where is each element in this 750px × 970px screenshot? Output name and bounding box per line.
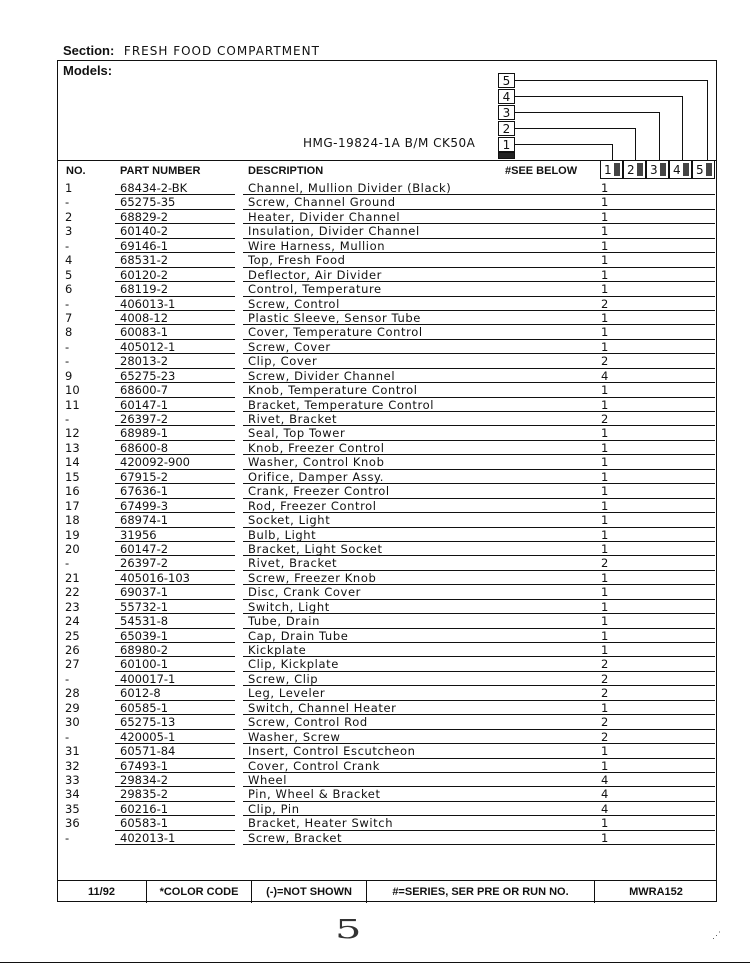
bottom-rule	[0, 962, 750, 963]
description: Wheel	[248, 772, 288, 787]
quantity: 4	[601, 368, 609, 383]
table-row	[60, 643, 715, 657]
table-row	[60, 686, 715, 700]
part-number: 60571-84	[120, 744, 176, 759]
part-number: 68531-2	[120, 253, 169, 268]
item-number: 30	[65, 715, 80, 730]
table-row	[60, 383, 715, 397]
part-number: 31956	[120, 527, 157, 542]
item-number: 21	[65, 570, 80, 585]
item-number: 14	[65, 455, 80, 470]
see-box-5: 5	[692, 160, 715, 179]
part-number: 68980-2	[120, 643, 169, 657]
quantity: 2	[601, 657, 609, 672]
section-value: FRESH FOOD COMPARTMENT	[123, 44, 320, 58]
part-number: 65275-23	[120, 368, 176, 383]
item-number: 10	[65, 383, 80, 398]
item-number: 28	[65, 686, 80, 701]
quantity: 1	[601, 181, 609, 195]
part-number: 60216-1	[120, 801, 169, 816]
quantity: 4	[601, 801, 609, 816]
table-row	[60, 224, 715, 238]
description: Screw, Divider Channel	[248, 368, 396, 383]
quantity: 1	[601, 498, 609, 513]
table-row	[60, 802, 715, 816]
description: Plastic Sleeve, Sensor Tube	[248, 310, 421, 325]
part-number: 68119-2	[120, 282, 169, 297]
item-number: 5	[65, 267, 73, 282]
item-number: 13	[65, 440, 80, 455]
part-number: 54531-8	[120, 614, 169, 629]
part-number: 65275-35	[120, 195, 176, 210]
footer-color-code: *COLOR CODE	[147, 881, 252, 903]
table-row	[60, 816, 715, 830]
part-number: 26397-2	[120, 556, 169, 571]
item-number: 26	[65, 643, 80, 657]
quantity: 2	[601, 354, 609, 369]
row-rule	[115, 844, 235, 845]
part-number: 60100-1	[120, 657, 169, 672]
table-row	[60, 759, 715, 773]
part-number: 68600-7	[120, 383, 169, 398]
item-number: -	[65, 354, 70, 369]
description: Tube, Drain	[248, 614, 320, 629]
models-label: Models:	[63, 63, 113, 78]
table-row	[60, 195, 715, 209]
scan-speck: ⋰	[712, 930, 721, 940]
item-number: -	[65, 556, 70, 571]
table-row	[60, 513, 715, 527]
quantity: 1	[601, 383, 609, 398]
item-number: 20	[65, 541, 80, 556]
quantity: 1	[601, 830, 609, 845]
description: Channel, Mullion Divider (Black)	[248, 181, 452, 195]
part-number: 29835-2	[120, 787, 169, 802]
part-number: 406013-1	[120, 296, 176, 311]
description: Screw, Channel Ground	[248, 195, 396, 210]
part-number: 67636-1	[120, 484, 169, 499]
description: Leg, Leveler	[248, 686, 326, 701]
item-number: -	[65, 830, 70, 845]
item-number: -	[65, 339, 70, 354]
description: Pin, Wheel & Bracket	[248, 787, 381, 802]
table-row	[60, 412, 715, 426]
part-number: 60083-1	[120, 325, 169, 340]
column-header-no: NO.	[66, 165, 86, 177]
column-header-see-below: #SEE BELOW	[505, 165, 578, 177]
table-row	[60, 744, 715, 758]
quantity: 1	[601, 224, 609, 239]
quantity: 1	[601, 339, 609, 354]
description: Clip, Pin	[248, 801, 300, 816]
item-number: 8	[65, 325, 73, 340]
item-number: -	[65, 296, 70, 311]
table-row	[60, 297, 715, 311]
quantity: 4	[601, 772, 609, 787]
quantity: 1	[601, 513, 609, 528]
item-number: 16	[65, 484, 80, 499]
column-header-description: DESCRIPTION	[248, 165, 324, 177]
quantity: 1	[601, 744, 609, 759]
quantity: 1	[601, 282, 609, 297]
description: Cover, Control Crank	[248, 758, 380, 773]
quantity: 2	[601, 729, 609, 744]
description: Bracket, Light Socket	[248, 541, 383, 556]
part-number: 67499-3	[120, 498, 169, 513]
footer-series-note: #=SERIES, SER PRE OR RUN NO.	[367, 881, 595, 903]
description: Screw, Control	[248, 296, 340, 311]
quantity: 4	[601, 787, 609, 802]
description: Washer, Control Knob	[248, 455, 385, 470]
item-number: 32	[65, 758, 80, 773]
table-row	[60, 715, 715, 729]
description: Rod, Freezer Control	[248, 498, 377, 513]
item-number: 29	[65, 700, 80, 715]
table-row	[60, 773, 715, 787]
part-number: 405012-1	[120, 339, 176, 354]
item-number: 11	[65, 397, 80, 412]
quantity: 1	[601, 484, 609, 499]
quantity: 1	[601, 253, 609, 268]
part-number: 60585-1	[120, 700, 169, 715]
part-number: 28013-2	[120, 354, 169, 369]
table-row	[60, 455, 715, 469]
table-row	[60, 730, 715, 744]
quantity: 1	[601, 614, 609, 629]
parts-table-body	[60, 181, 715, 845]
description: Switch, Light	[248, 599, 330, 614]
item-number: 36	[65, 816, 80, 831]
item-number: 3	[65, 224, 73, 239]
description: Clip, Cover	[248, 354, 318, 369]
quantity: 1	[601, 325, 609, 340]
leader-line-4	[515, 96, 683, 97]
quantity: 1	[601, 455, 609, 470]
table-row	[60, 542, 715, 556]
quantity: 1	[601, 643, 609, 657]
footer-not-shown: (-)=NOT SHOWN	[252, 881, 367, 903]
part-number: 68829-2	[120, 209, 169, 224]
table-row	[60, 253, 715, 267]
item-number: -	[65, 195, 70, 210]
part-number: 402013-1	[120, 830, 176, 845]
quantity: 2	[601, 296, 609, 311]
quantity: 1	[601, 238, 609, 253]
quantity: 1	[601, 397, 609, 412]
quantity: 1	[601, 209, 609, 224]
description: Socket, Light	[248, 513, 331, 528]
series-box-1: 1	[498, 137, 515, 152]
description: Washer, Screw	[248, 729, 341, 744]
table-row	[60, 268, 715, 282]
quantity: 1	[601, 816, 609, 831]
quantity: 2	[601, 412, 609, 426]
quantity: 1	[601, 310, 609, 325]
table-row	[60, 701, 715, 715]
description: Insert, Control Escutcheon	[248, 744, 416, 759]
quantity: 1	[601, 527, 609, 542]
description: Wire Harness, Mullion	[248, 238, 386, 253]
description: Screw, Bracket	[248, 830, 343, 845]
description: Bracket, Heater Switch	[248, 816, 394, 831]
see-below-boxes	[600, 160, 715, 180]
item-number: 1	[65, 181, 73, 195]
table-row	[60, 470, 715, 484]
description: Rivet, Bracket	[248, 412, 338, 426]
description: Seal, Top Tower	[248, 426, 346, 441]
part-number: 29834-2	[120, 772, 169, 787]
footer-doc-code: MWRA152	[629, 886, 683, 898]
item-number: 12	[65, 426, 80, 441]
description: Crank, Freezer Control	[248, 484, 390, 499]
series-box-4: 4	[498, 89, 515, 104]
quantity: 1	[601, 440, 609, 455]
part-number: 400017-1	[120, 671, 176, 686]
item-number: 34	[65, 787, 80, 802]
description: Cap, Drain Tube	[248, 628, 349, 643]
part-number: 405016-103	[120, 570, 190, 585]
table-row	[60, 571, 715, 585]
quantity: 1	[601, 570, 609, 585]
item-number: 31	[65, 744, 80, 759]
leader-drop-2	[635, 128, 636, 160]
item-number: 35	[65, 801, 80, 816]
description: Control, Temperature	[248, 282, 382, 297]
item-number: 18	[65, 513, 80, 528]
quantity: 2	[601, 671, 609, 686]
part-number: 60140-2	[120, 224, 169, 239]
part-number: 60147-1	[120, 397, 169, 412]
description: Clip, Kickplate	[248, 657, 339, 672]
description: Bracket, Temperature Control	[248, 397, 435, 412]
part-number: 65039-1	[120, 628, 169, 643]
section-heading	[63, 43, 320, 58]
series-box-3: 3	[498, 105, 515, 120]
leader-line-2	[515, 128, 636, 129]
item-number: 27	[65, 657, 80, 672]
quantity: 2	[601, 556, 609, 571]
item-number: -	[65, 671, 70, 686]
footer-bar	[57, 880, 717, 903]
part-number: 60120-2	[120, 267, 169, 282]
part-number: 68434-2-BK	[120, 181, 188, 195]
description: Disc, Crank Cover	[248, 585, 361, 600]
item-number: 25	[65, 628, 80, 643]
quantity: 1	[601, 541, 609, 556]
part-number: 68989-1	[120, 426, 169, 441]
table-row	[60, 311, 715, 325]
column-header-part-number: PART NUMBER	[120, 165, 201, 177]
table-row	[60, 787, 715, 801]
item-number: 22	[65, 585, 80, 600]
part-number: 60147-2	[120, 541, 169, 556]
description: Cover, Temperature Control	[248, 325, 423, 340]
table-row	[60, 600, 715, 614]
table-row	[60, 369, 715, 383]
page-number: 5	[335, 915, 362, 945]
description: Deflector, Air Divider	[248, 267, 382, 282]
table-row	[60, 325, 715, 339]
leader-line-1	[515, 144, 613, 145]
table-row	[60, 629, 715, 643]
table-row	[60, 210, 715, 224]
item-number: 4	[65, 253, 73, 268]
quantity: 1	[601, 585, 609, 600]
part-number: 55732-1	[120, 599, 169, 614]
part-number: 6012-8	[120, 686, 161, 701]
see-box-3: 3	[646, 160, 669, 179]
quantity: 1	[601, 599, 609, 614]
quantity: 1	[601, 426, 609, 441]
quantity: 1	[601, 758, 609, 773]
table-row	[60, 282, 715, 296]
quantity: 1	[601, 628, 609, 643]
description: Switch, Channel Heater	[248, 700, 397, 715]
leader-drop-5	[707, 80, 708, 160]
part-number: 420005-1	[120, 729, 176, 744]
table-row	[60, 340, 715, 354]
table-row	[60, 585, 715, 599]
item-number: 23	[65, 599, 80, 614]
see-box-4: 4	[669, 160, 692, 179]
part-number: 4008-12	[120, 310, 169, 325]
item-number: 17	[65, 498, 80, 513]
table-row	[60, 614, 715, 628]
quantity: 1	[601, 469, 609, 484]
see-box-2: 2	[623, 160, 646, 179]
leader-drop-4	[682, 96, 683, 160]
series-box-2: 2	[498, 121, 515, 136]
description: Top, Fresh Food	[248, 253, 346, 268]
leader-drop-3	[659, 112, 660, 160]
item-number: 24	[65, 614, 80, 629]
table-row	[60, 556, 715, 570]
footer-date: 11/92	[57, 881, 147, 903]
description: Rivet, Bracket	[248, 556, 338, 571]
description: Screw, Clip	[248, 671, 319, 686]
item-number: -	[65, 412, 70, 426]
table-row	[60, 354, 715, 368]
table-row	[60, 528, 715, 542]
series-box-shade	[498, 152, 515, 159]
series-box-5: 5	[498, 73, 515, 88]
row-rule	[243, 844, 715, 845]
description: Kickplate	[248, 643, 307, 657]
table-row	[60, 657, 715, 671]
table-row	[60, 181, 715, 195]
item-number: 6	[65, 282, 73, 297]
leader-line-3	[515, 112, 660, 113]
table-row	[60, 426, 715, 440]
leader-drop-1	[612, 144, 613, 160]
see-box-1: 1	[600, 160, 623, 179]
item-number: 33	[65, 772, 80, 787]
table-row	[60, 831, 715, 845]
description: Heater, Divider Channel	[248, 209, 401, 224]
part-number: 69037-1	[120, 585, 169, 600]
description: Screw, Control Rod	[248, 715, 368, 730]
description: Knob, Temperature Control	[248, 383, 418, 398]
item-number: 15	[65, 469, 80, 484]
table-row	[60, 398, 715, 412]
table-row	[60, 499, 715, 513]
part-number: 26397-2	[120, 412, 169, 426]
part-number: 67493-1	[120, 758, 169, 773]
part-number: 420092-900	[120, 455, 190, 470]
quantity: 1	[601, 195, 609, 210]
item-number: -	[65, 729, 70, 744]
table-row	[60, 484, 715, 498]
section-label: Section:	[63, 43, 115, 58]
part-number: 67915-2	[120, 469, 169, 484]
table-row	[60, 239, 715, 253]
part-number: 68600-8	[120, 440, 169, 455]
quantity: 2	[601, 715, 609, 730]
part-number: 69146-1	[120, 238, 169, 253]
part-number: 65275-13	[120, 715, 176, 730]
item-number: 19	[65, 527, 80, 542]
leader-line-5	[515, 80, 708, 81]
item-number: 7	[65, 310, 73, 325]
description: Screw, Freezer Knob	[248, 570, 377, 585]
table-row	[60, 672, 715, 686]
part-number: 60583-1	[120, 816, 169, 831]
description: Bulb, Light	[248, 527, 317, 542]
description: Screw, Cover	[248, 339, 331, 354]
item-number: 9	[65, 368, 73, 383]
quantity: 1	[601, 700, 609, 715]
model-name: HMG-19824-1A B/M CK50A	[303, 136, 476, 150]
quantity: 2	[601, 686, 609, 701]
item-number: -	[65, 238, 70, 253]
description: Knob, Freezer Control	[248, 440, 385, 455]
description: Orifice, Damper Assy.	[248, 469, 385, 484]
part-number: 68974-1	[120, 513, 169, 528]
description: Insulation, Divider Channel	[248, 224, 420, 239]
table-row	[60, 441, 715, 455]
quantity: 1	[601, 267, 609, 282]
item-number: 2	[65, 209, 73, 224]
